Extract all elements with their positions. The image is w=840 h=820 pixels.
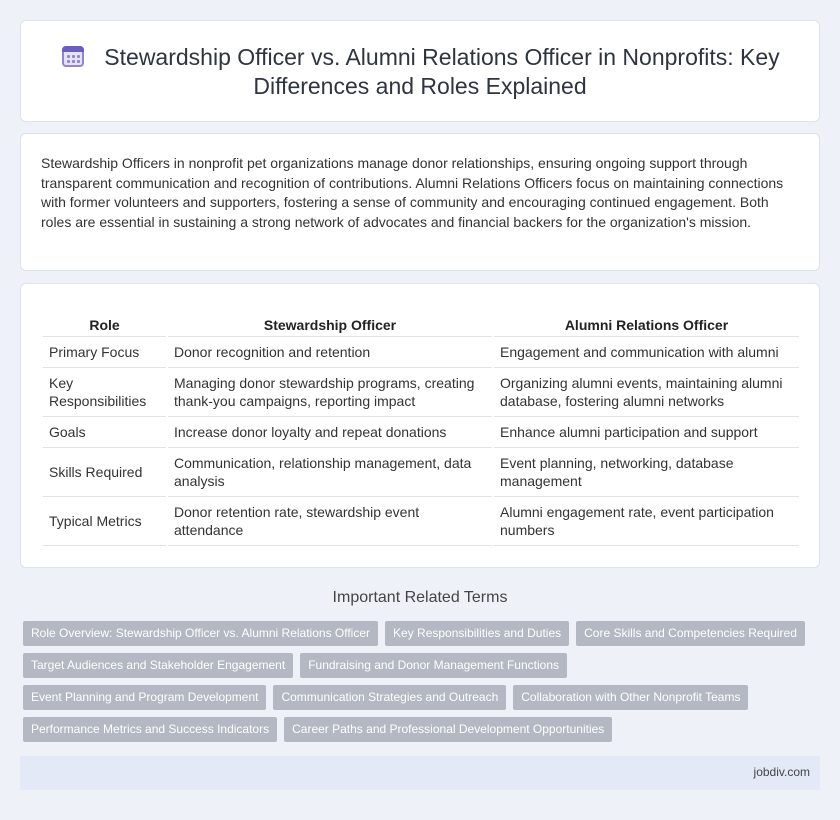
table-cell: Alumni engagement rate, event participation numbers	[493, 496, 799, 545]
page-title-container	[41, 43, 799, 101]
page-title: Stewardship Officer vs. Alumni Relations Officer in Nonprofits: Key Differences and Roles Explained	[104, 44, 780, 99]
table-row	[43, 447, 799, 496]
related-terms-list	[23, 621, 823, 749]
footer	[20, 756, 820, 790]
table-cell: Primary Focus	[43, 336, 167, 367]
related-term-tag[interactable]: Target Audiences and Stakeholder Engagement	[23, 653, 293, 678]
column-header: Stewardship Officer	[167, 314, 493, 336]
related-term-tag[interactable]: Role Overview: Stewardship Officer vs. Alumni Relations Officer	[23, 621, 378, 646]
related-term-tag[interactable]: Event Planning and Program Development	[23, 685, 266, 710]
table-row	[43, 367, 799, 416]
header-card	[20, 20, 820, 122]
related-term-tag[interactable]: Collaboration with Other Nonprofit Teams	[513, 685, 748, 710]
table-cell: Goals	[43, 416, 167, 447]
related-term-tag[interactable]: Performance Metrics and Success Indicators	[23, 717, 277, 742]
table-cell: Donor recognition and retention	[167, 336, 493, 367]
related-term-tag[interactable]: Key Responsibilities and Duties	[385, 621, 569, 646]
table-header-row	[43, 314, 799, 336]
related-term-tag[interactable]: Fundraising and Donor Management Functions	[300, 653, 567, 678]
calendar-icon	[60, 43, 86, 69]
table-cell: Engagement and communication with alumni	[493, 336, 799, 367]
related-term-tag[interactable]: Communication Strategies and Outreach	[273, 685, 506, 710]
table-cell: Skills Required	[43, 447, 167, 496]
intro-paragraph: Stewardship Officers in nonprofit pet organizations manage donor relationships, ensuring ongoing support through transparent communication and recognition of contributions. Alumni Relations Officers focus on maintaining connections with former volunteers and supporters, fostering a sense of community and encouraging continued engagement. Both roles are essential in sustaining a strong network of advocates and financial backers for the organization's mission.	[41, 155, 784, 230]
related-term-tag[interactable]: Core Skills and Competencies Required	[576, 621, 805, 646]
table-cell: Key Responsibilities	[43, 367, 167, 416]
table-cell: Event planning, networking, database management	[493, 447, 799, 496]
column-header: Role	[43, 314, 167, 336]
comparison-card	[20, 283, 820, 568]
column-header: Alumni Relations Officer	[493, 314, 799, 336]
comparison-table	[43, 314, 799, 546]
table-cell: Communication, relationship management, data analysis	[167, 447, 493, 496]
table-cell: Enhance alumni participation and support	[493, 416, 799, 447]
table-cell: Typical Metrics	[43, 496, 167, 545]
table-cell: Managing donor stewardship programs, creating thank-you campaigns, reporting impact	[167, 367, 493, 416]
footer-site-link[interactable]: jobdiv.com	[753, 765, 810, 779]
related-term-tag[interactable]: Career Paths and Professional Development Opportunities	[284, 717, 612, 742]
table-cell: Organizing alumni events, maintaining alumni database, fostering alumni networks	[493, 367, 799, 416]
table-row	[43, 336, 799, 367]
table-cell: Donor retention rate, stewardship event attendance	[167, 496, 493, 545]
related-terms-heading: Important Related Terms	[332, 589, 508, 606]
intro-card	[20, 133, 820, 271]
table-row	[43, 496, 799, 545]
table-row	[43, 416, 799, 447]
table-cell: Increase donor loyalty and repeat donations	[167, 416, 493, 447]
